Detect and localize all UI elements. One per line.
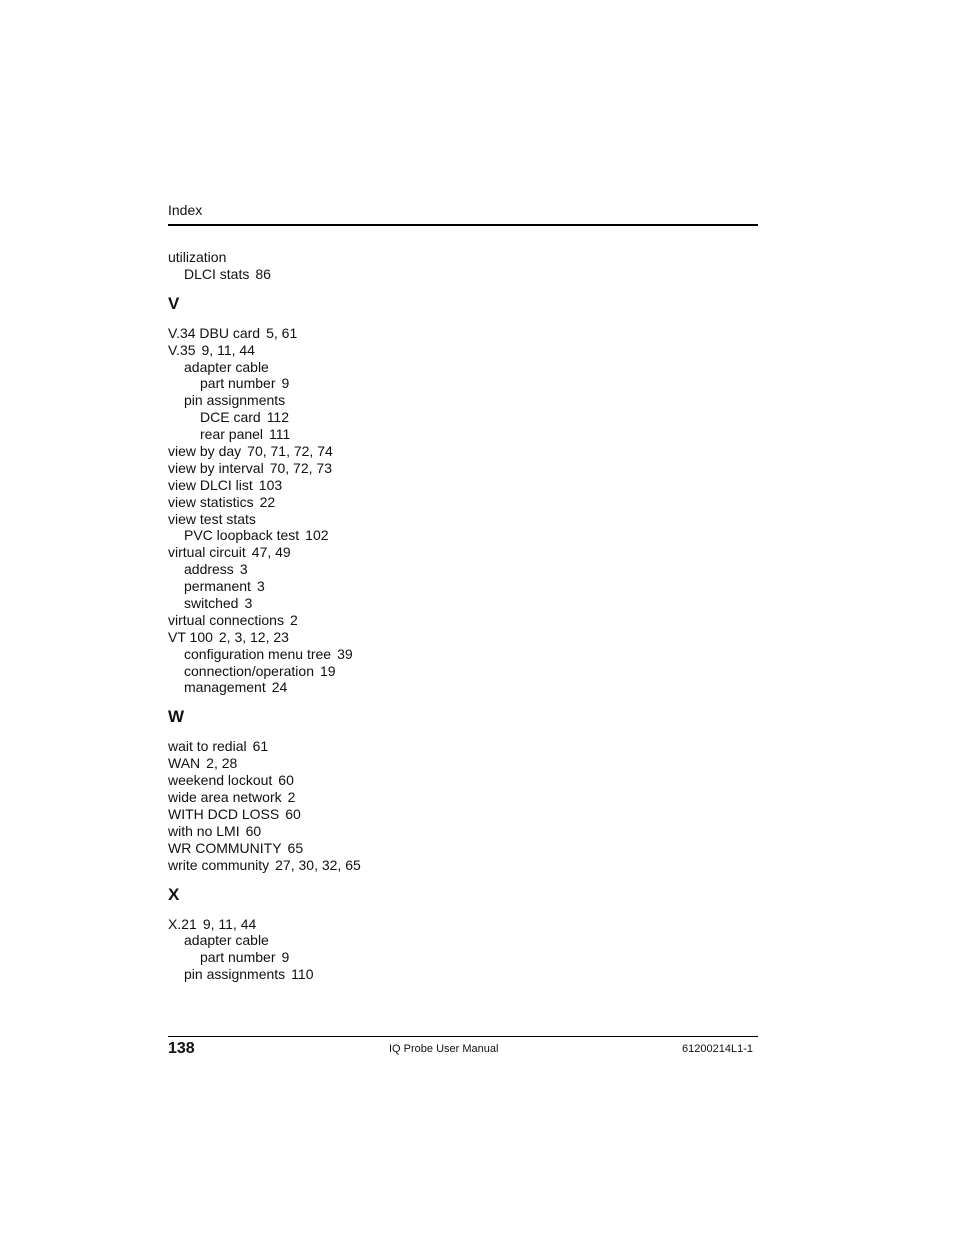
section-letter: W: [168, 707, 185, 727]
index-term: DLCI stats: [184, 265, 250, 282]
index-page-refs: 3: [256, 578, 265, 595]
index-section-continued: [168, 249, 758, 283]
index-term: with no LMI: [168, 822, 240, 839]
index-list: [168, 249, 758, 983]
index-page-refs: 102: [305, 527, 329, 544]
index-entry: [168, 544, 758, 561]
index-term: V.34 DBU card: [168, 324, 261, 341]
index-entry: [168, 266, 758, 283]
index-page-refs: 22: [259, 493, 276, 510]
index-entry: [168, 840, 758, 857]
index-entry: [168, 511, 758, 528]
index-entry: [168, 494, 758, 511]
index-term: virtual circuit: [168, 544, 246, 561]
index-entry: [168, 679, 758, 696]
index-page-refs: 9, 11, 44: [201, 341, 255, 358]
index-term: WITH DCD LOSS: [168, 805, 280, 822]
footer-rule: [168, 1036, 758, 1037]
manual-title: IQ Probe User Manual: [389, 1043, 499, 1055]
index-page-refs: 60: [245, 822, 262, 839]
index-page-refs: 70, 72, 73: [269, 459, 332, 476]
index-term: address: [184, 561, 234, 578]
index-term: permanent: [184, 578, 251, 595]
index-page-refs: 3: [239, 561, 248, 578]
index-page-refs: 9: [281, 949, 290, 966]
running-header: Index: [168, 202, 203, 218]
index-page-refs: 111: [269, 426, 291, 443]
index-entry: [168, 789, 758, 806]
index-term: pin assignments: [184, 392, 286, 409]
index-page-refs: 5, 61: [266, 324, 298, 341]
index-term: VT 100: [168, 628, 213, 645]
index-entry: [168, 375, 758, 392]
index-term: virtual connections: [168, 611, 284, 628]
index-term: WR COMMUNITY: [168, 839, 282, 856]
index-entry: [168, 949, 758, 966]
index-term: part number: [200, 375, 276, 392]
index-entry: [168, 578, 758, 595]
index-term: write community: [168, 856, 270, 873]
index-entry: [168, 325, 758, 342]
index-entry: [168, 392, 758, 409]
index-term: connection/operation: [184, 662, 314, 679]
index-page-refs: 9: [281, 375, 290, 392]
index-term: rear panel: [200, 426, 264, 443]
index-page-refs: 47, 49: [251, 544, 291, 561]
index-section-x: [168, 886, 758, 984]
index-page-refs: 65: [287, 839, 304, 856]
index-entry: [168, 966, 758, 983]
index-page-refs: 2: [287, 789, 296, 806]
index-term: view statistics: [168, 493, 254, 510]
index-page-refs: 2, 28: [206, 755, 238, 772]
header-rule: [168, 224, 758, 226]
index-term: pin assignments: [184, 966, 286, 983]
index-term: configuration menu tree: [184, 645, 332, 662]
index-page-refs: 19: [320, 662, 336, 679]
index-entry: [168, 561, 758, 578]
index-entry: [168, 527, 758, 544]
index-page-refs: 2, 3, 12, 23: [218, 628, 289, 645]
index-page-refs: 3: [244, 595, 253, 612]
index-term: weekend lockout: [168, 772, 273, 789]
index-page-refs: 112: [266, 409, 290, 426]
index-term: adapter cable: [184, 358, 269, 375]
index-term: wide area network: [168, 789, 282, 806]
index-page-refs: 103: [258, 476, 283, 493]
section-letter: X: [168, 884, 180, 904]
index-entry: [168, 460, 758, 477]
index-page-refs: 24: [271, 679, 288, 696]
index-page-refs: 2: [289, 611, 298, 628]
index-entry: [168, 249, 758, 266]
page-number: 138: [168, 1040, 195, 1057]
index-entry: [168, 806, 758, 823]
index-term: adapter cable: [184, 932, 269, 949]
index-term: WAN: [168, 755, 201, 772]
index-entry: [168, 342, 758, 359]
index-entry: [168, 629, 758, 646]
index-page-refs: 60: [278, 772, 294, 789]
index-page-refs: 110: [291, 966, 314, 983]
index-entry: [168, 409, 758, 426]
index-page-refs: 60: [285, 805, 301, 822]
index-term: switched: [184, 595, 239, 612]
index-term: wait to redial: [168, 738, 247, 755]
index-term: view by day: [168, 443, 242, 460]
index-page-refs: 70, 71, 72, 74: [247, 443, 333, 460]
index-entry: [168, 443, 758, 460]
index-entry: [168, 663, 758, 680]
index-page-refs: 9, 11, 44: [202, 915, 257, 932]
index-term: PVC loopback test: [184, 527, 300, 544]
index-entry: [168, 916, 758, 933]
section-letter: V: [168, 293, 180, 313]
index-term: view by interval: [168, 459, 264, 476]
index-section-w: [168, 708, 758, 873]
index-entry: [168, 612, 758, 629]
index-entry: [168, 772, 758, 789]
index-entry: [168, 426, 758, 443]
index-page-refs: 39: [337, 645, 353, 662]
index-entry: [168, 755, 758, 772]
index-term: X.21: [168, 915, 197, 932]
index-term: part number: [200, 949, 276, 966]
index-entry: [168, 932, 758, 949]
index-term: view DLCI list: [168, 476, 253, 493]
index-entry: [168, 738, 758, 755]
document-number: 61200214L1-1: [682, 1043, 753, 1055]
index-entry: [168, 477, 758, 494]
index-page-refs: 27, 30, 32, 65: [275, 856, 361, 873]
index-term: view test stats: [168, 510, 256, 527]
index-entry: [168, 359, 758, 376]
index-term: utilization: [168, 249, 227, 265]
index-term: management: [184, 679, 266, 696]
index-entry: [168, 646, 758, 663]
index-page-refs: 86: [255, 265, 271, 282]
index-entry: [168, 823, 758, 840]
index-page-refs: 61: [252, 738, 269, 755]
index-section-v: [168, 295, 758, 697]
index-entry: [168, 595, 758, 612]
index-term: V.35: [168, 341, 196, 358]
index-term: DCE card: [200, 409, 261, 426]
index-entry: [168, 857, 758, 874]
